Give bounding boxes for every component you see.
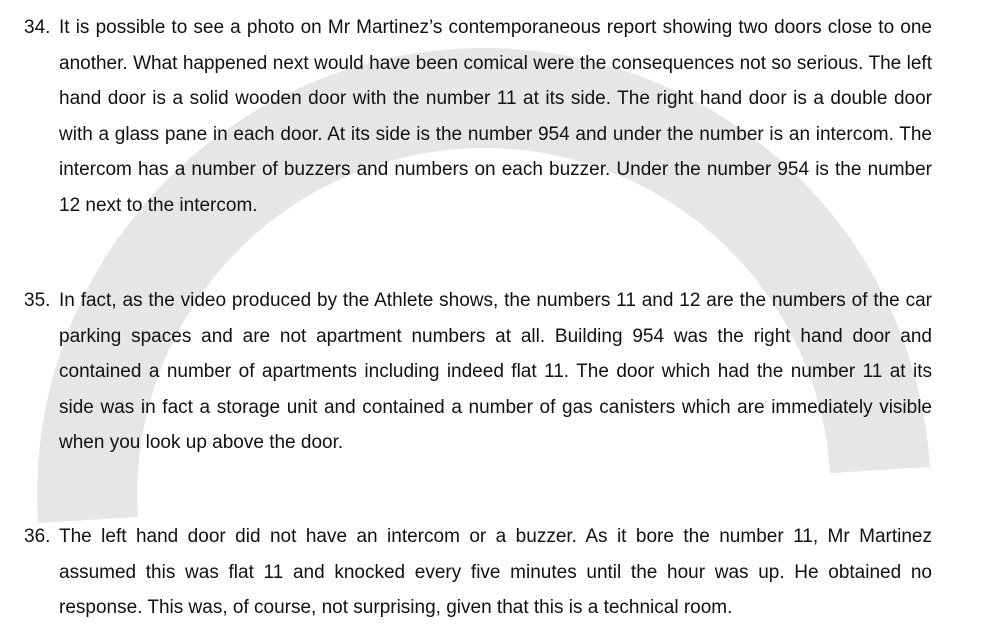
- paragraph-35: [24, 283, 932, 461]
- paragraph-36: [24, 519, 932, 626]
- paragraph-number: 35.: [24, 290, 51, 311]
- paragraph-number: 34.: [24, 17, 51, 38]
- paragraph-34: [24, 10, 932, 223]
- paragraph-text: It is possible to see a photo on Mr Martinez’s contemporaneous report showing two doors close to one another. What happened next would have been comical were the consequences not so serious. The left hand door is a solid wooden door with the number 11 at its side. The right hand door is a double door with a glass pane in each door. At its side is the number 954 and under the number is an intercom. The intercom has a number of buzzers and numbers on each buzzer. Under the number 954 is the number 12 next to the intercom.: [59, 17, 932, 216]
- paragraph-number: 36.: [24, 526, 51, 547]
- paragraph-text: In fact, as the video produced by the Athlete shows, the numbers 11 and 12 are the numbers of the car parking spaces and are not apartment numbers at all. Building 954 was the right hand door and contained a number of apartments including indeed flat 11. The door which had the number 11 at its side was in fact a storage unit and contained a number of gas canisters which are immediately visible when you look up above the door.: [59, 290, 932, 453]
- paragraph-text: The left hand door did not have an intercom or a buzzer. As it bore the number 11, Mr Martinez assumed this was flat 11 and knocked every five minutes until the hour was up. He obtained no response. This was, of course, not surprising, given that this is a technical room.: [59, 526, 932, 618]
